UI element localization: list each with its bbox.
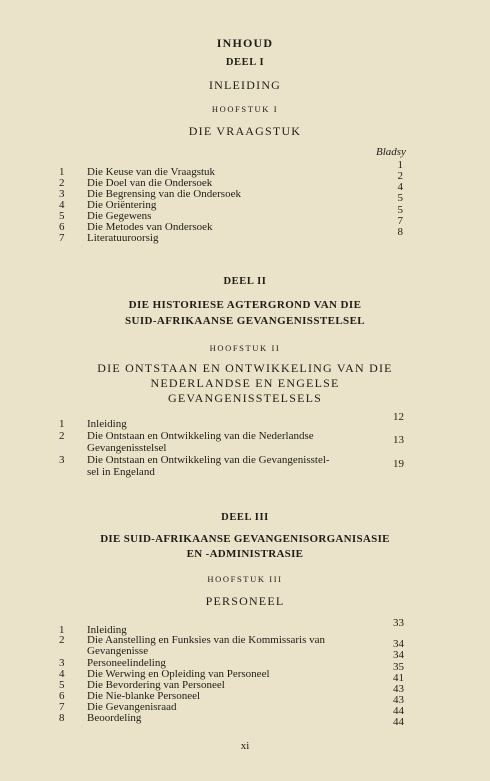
chapter-3-label: HOOFSTUK III [207,574,283,584]
part-2-title-line-1: DIE HISTORIESE AGTERGROND VAN DIE [128,299,362,311]
entry-number: 1 [59,166,65,178]
entry-title: Die Bevordering van Personeel [87,679,225,691]
entry-title: Die Gevangenisraad [87,701,177,713]
entry-page: 34 [393,649,404,661]
entry-title: Die Begrensing van die Ondersoek [87,188,241,200]
entry-page: 35 [393,661,404,673]
entry-number: 7 [59,701,65,713]
page-number: xi [240,740,250,752]
entry-title: Literatuuroorsig [87,232,159,244]
part-1-label: DEEL I [225,57,265,68]
chapter-2-title-line-1: DIE ONTSTAAN EN ONTWIKKELING VAN DIE [97,361,393,375]
part-3-label: DEEL III [221,512,269,523]
part-2-label: DEEL II [223,276,267,287]
entry-page: 43 [393,694,404,706]
entry-number: 2 [59,634,65,646]
entry-title: Personeelindeling [87,657,166,669]
entry-page: 5 [397,204,403,216]
entry-title: Die Aanstelling en Funksies van die Kommissaris van [87,634,325,646]
entry-title: Die Gegewens [87,210,152,222]
part-2-title-line-2: SUID-AFRIKAANSE GEVANGENISSTELSEL [124,315,366,327]
part-3-title-line-2: EN -ADMINISTRASIE [186,548,304,560]
entry-page: 44 [393,716,404,728]
entry-number: 4 [59,199,65,211]
entry-number: 1 [59,624,65,636]
entry-title-continued: sel in Engeland [87,466,155,478]
entry-number: 3 [59,188,65,200]
entry-title: Die Keuse van die Vraagstuk [87,166,216,178]
entry-title: Inleiding [87,418,127,430]
entry-title: Die Ontstaan en Ontwikkeling van die Gevangenisstel- [87,454,330,466]
entry-title-continued: Gevangenisse [87,645,149,657]
entry-number: 1 [59,418,65,430]
entry-page: 2 [397,170,403,182]
entry-number: 2 [59,430,65,442]
entry-number: 6 [59,221,65,233]
entry-page: 5 [397,192,403,204]
entry-number: 2 [59,177,65,189]
entry-title-continued: Gevangenisstelsel [87,442,167,454]
entry-number: 3 [59,657,65,669]
chapter-3-title: PERSONEEL [205,594,285,608]
chapter-2-title-line-2: NEDERLANDSE EN ENGELSE [150,376,340,390]
chapter-2-title-line-3: GEVANGENISSTELSELS [167,391,323,405]
entry-number: 6 [59,690,65,702]
entry-page: 1 [397,159,403,171]
entry-page: 43 [393,683,404,695]
entry-page: 8 [397,226,403,238]
entry-page: 4 [397,181,403,193]
chapter-1-label: HOOFSTUK I [211,104,279,114]
entry-title: Inleiding [87,624,127,636]
entry-title: Beoordeling [87,712,142,724]
entry-page: 41 [393,672,404,684]
entry-title: Die Metodes van Ondersoek [87,221,213,233]
entry-page: 13 [393,434,404,446]
entry-number: 5 [59,210,65,222]
chapter-1-title: DIE VRAAGSTUK [188,124,302,138]
contents-title: INHOUD [216,36,274,50]
entry-title: Die Werwing en Opleiding van Personeel [87,668,270,680]
part-1-title: INLEIDING [208,78,282,92]
chapter-2-label: HOOFSTUK II [209,343,281,353]
entry-title: Die Ontstaan en Ontwikkeling van die Nederlandse [87,430,314,442]
entry-number: 3 [59,454,65,466]
page-column-header: Bladsy [376,146,406,158]
entry-page: 12 [393,411,404,423]
entry-page: 44 [393,705,404,717]
entry-page: 7 [397,215,403,227]
entry-number: 8 [59,712,65,724]
entry-title: Die Oriëntering [87,199,157,211]
entry-page: 33 [393,617,404,629]
part-3-title-line-1: DIE SUID-AFRIKAANSE GEVANGENISORGANISASIE [100,533,390,545]
entry-number: 7 [59,232,65,244]
entry-title: Die Nie-blanke Personeel [87,690,201,702]
entry-page: 19 [393,458,404,470]
entry-number: 5 [59,679,65,691]
entry-title: Die Doel van die Ondersoek [87,177,213,189]
entry-number: 4 [59,668,65,680]
entry-page: 34 [393,638,404,650]
